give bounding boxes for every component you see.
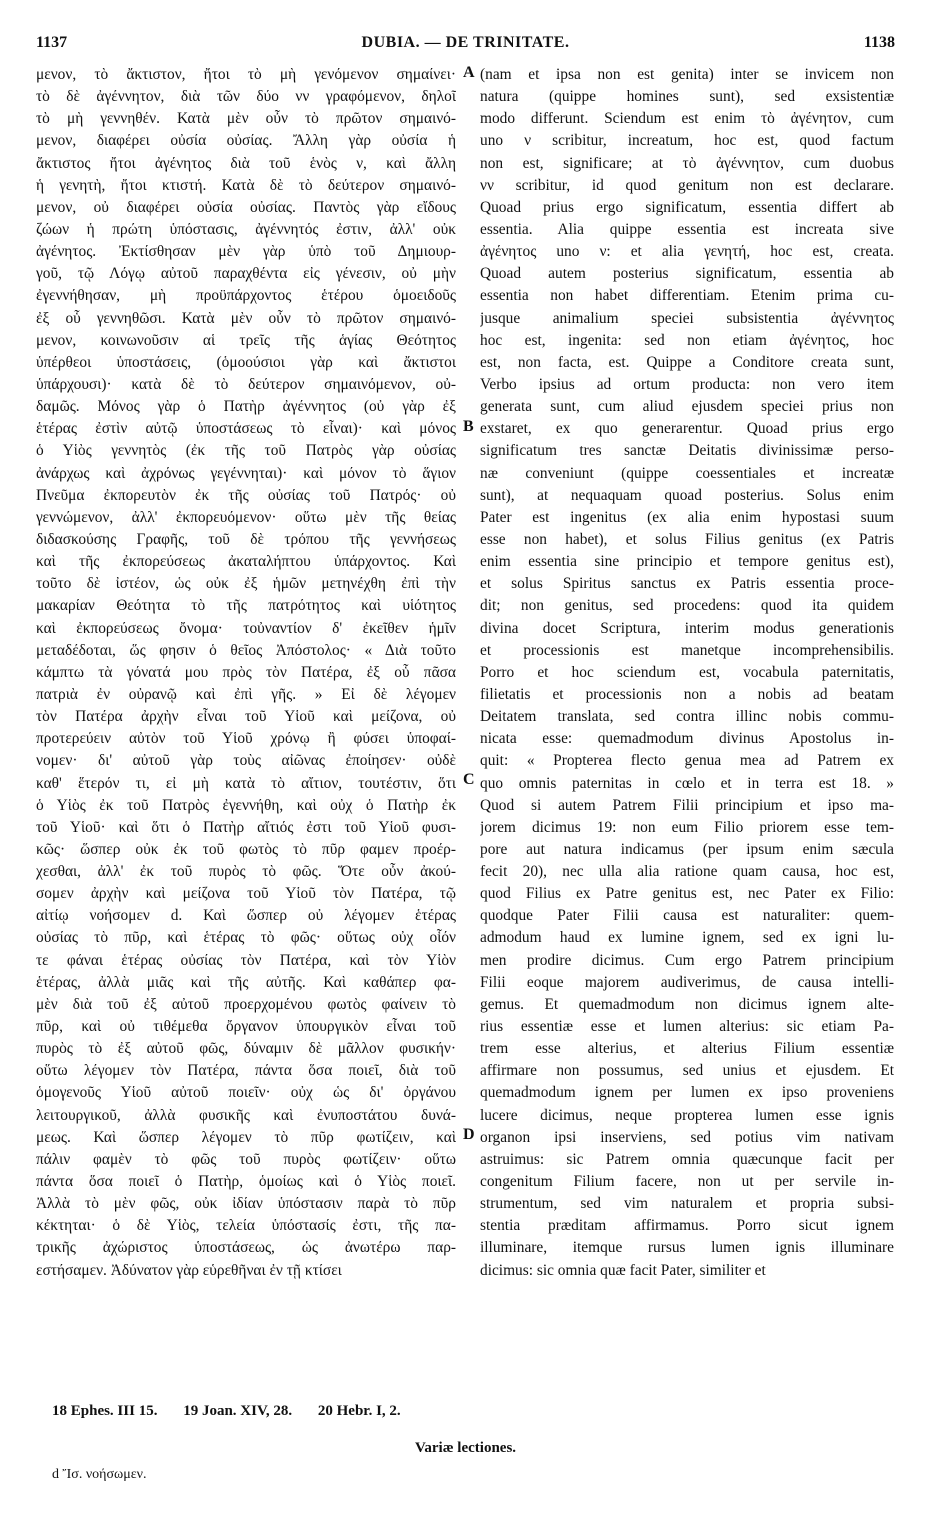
- latin-line: (nam et ipsa non est genita) inter se invicem non: [480, 66, 894, 83]
- greek-line: οὐσίας τὸ πῦρ, καὶ ἑτέρας τὸ φῶς· οὕτως οὐχ οἷόν: [36, 929, 456, 947]
- greek-line: δαμῶς. Μόνος γὰρ ὁ Πατὴρ ἀγέννητος (οὐ γὰρ ἐξ: [36, 398, 456, 416]
- greek-line: γεννώμενον, ἀλλ' ἐκπορευόμενον· οὕτω μὲν τῆς θείας: [36, 508, 456, 526]
- running-title: DUBIA. — DE TRINITATE.: [361, 34, 570, 51]
- greek-line: ἐξ οὗ γεννηθῶσι. Κατὰ μὲν οὖν τὸ πρῶτον σημαινό-: [36, 309, 456, 327]
- greek-line: τὸ δὲ ἀγέννητον, διὰ τῶν δύο νν γραφόμενον, δηλοῖ: [36, 88, 456, 106]
- greek-line: τοῦτο δὲ ἰστέον, ὡς οὐκ ἐξ ἡμῶν μετηνέχθη ἐπὶ τὴν: [36, 575, 456, 593]
- latin-line: trem esse alterius, et alterius Filium essentiæ: [480, 1040, 894, 1058]
- latin-line: uno ν scribitur, increatum, hoc est, quod factum: [480, 132, 894, 150]
- greek-line: ἄκτιστος ἤτοι ἀγένητος διὰ τοῦ ἑνὸς ν, καὶ ἄλλη: [36, 154, 456, 172]
- greek-line: τρικῆς ἀχώριστος ὑποστάσεως, ὡς ἀνωτέρω παρ-: [36, 1239, 456, 1257]
- latin-line: quemadmodum ignem per lumen ex ipso proveniens: [480, 1084, 894, 1102]
- greek-line: σομεν ἀρχὴν καὶ μείζονα τοῦ Υἱοῦ τὸν Πατέρα, τῷ: [36, 885, 456, 903]
- greek-line: πῦρ, καὶ οὐ τιθέμεθα ὄργανον ὑπουργικὸν εἶναι τοῦ: [36, 1018, 456, 1036]
- greek-line: αἰτίῳ νοήσομεν d. Καὶ ὥσπερ οὐ λέγομεν ἑτέρας: [36, 907, 456, 925]
- greek-line: μακαρίαν Θεότητα τὸ τῆς πατρότητος καὶ υἱότητος: [36, 597, 456, 615]
- latin-line: jorem dicimus 19: non eum Filio priorem esse tem-: [480, 818, 894, 836]
- greek-line: ἑτέρας, ἀλλὰ μιᾶς καὶ τῆς αὐτῆς. Καὶ καθάπερ φα-: [36, 973, 456, 991]
- greek-line: διδασκούσης Γραφῆς, τοῦ δὲ τρόπου τῆς γεννήσεως: [36, 530, 456, 548]
- greek-column: [36, 64, 456, 1282]
- latin-line: exstaret, ex quo generarentur. Quoad prius ergo: [480, 420, 894, 438]
- latin-line: Quoad prius ergo significatum, essentia differt ab: [480, 198, 894, 216]
- latin-line: gemus. Et quemadmodum non dicimus ignem alte-: [480, 995, 894, 1013]
- latin-line: ἀγένητος uno ν: et alia γενητή, hoc est, creata.: [480, 243, 894, 261]
- latin-line: affirmare non possumus, sed unius et ejusdem. Et: [480, 1062, 894, 1080]
- greek-line: μενον, οὐ διαφέρει οὐσία οὐσίας. Παντὸς γὰρ εἴδους: [36, 198, 456, 216]
- latin-line: pore aut natura indicamus (per ipsum enim sæcula: [480, 840, 894, 858]
- greek-line: κέκτηται· ὁ δὲ Υἱὸς, τελεία ὑπόστασίς ἐστι, τῆς πα-: [36, 1217, 456, 1235]
- section-marker-b: B: [463, 418, 474, 435]
- greek-line: λειτουργικοῦ, ἀλλὰ φυσικῆς καὶ ἐνυποστάτου δυνά-: [36, 1106, 456, 1124]
- latin-line: fecit 20), nec ulla alia ratione quam causa, hoc est,: [480, 863, 894, 881]
- footnote-19: 19 Joan. XIV, 28.: [183, 1403, 293, 1419]
- greek-line: πάντα ὅσα ποιεῖ ὁ Πατὴρ, ὁμοίως καὶ ὁ Υἱὸς ποιεῖ.: [36, 1173, 456, 1191]
- latin-line: essentia. Alia quippe essentia est increata sive: [480, 220, 894, 238]
- latin-line: est, non facta, est. Quippe a Conditore creata sunt,: [480, 353, 894, 371]
- latin-line: lucere dicimus, neque propterea lumen esse ignis: [480, 1106, 894, 1124]
- latin-line: et solus Spiritus sanctus ex Patris essentia proce-: [480, 575, 894, 593]
- latin-line: modo differunt. Sciendum est enim τὸ ἀγένητον, cum: [480, 110, 894, 128]
- greek-line: ὑπέρθεοι ὑποστάσεις, (ὁμοούσιοι γὰρ καὶ ἄκτιστοι: [36, 353, 456, 371]
- latin-column: [480, 64, 894, 1282]
- greek-line: ἀνάρχως καὶ ἀχρόνως γεγέννηται)· καὶ μόνον τὸ ἅγιον: [36, 464, 456, 482]
- latin-line: dicimus: sic omnia quæ facit Pater, similiter et: [480, 1261, 766, 1279]
- greek-line: ζώων ἡ πρώτη ὑπόστασις, ἀγέννητός ἐστιν, ἀλλ' οὐκ: [36, 220, 456, 238]
- latin-line: divina docet Scriptura, interim modus generationis: [480, 619, 894, 637]
- latin-line: illuminare, itemque rursus lumen ignis illuminare: [480, 1239, 894, 1257]
- latin-line: essentia non habet differentiam. Etenim prima cu-: [480, 287, 894, 305]
- latin-line: generata sunt, cum aliud ejusdem speciei prius non: [480, 398, 894, 416]
- greek-line: μενον, κοινωνοῦσιν αἱ τρεῖς τῆς ἁγίας Θεότητος: [36, 331, 456, 349]
- latin-line: νν scribitur, id quod genitum non est declarare.: [480, 176, 894, 194]
- latin-line: quo omnis paternitas in cœlo et in terra est 18. »: [480, 774, 894, 792]
- latin-line: natura (quippe homines sunt), sed exsistentiæ: [480, 88, 894, 106]
- greek-line: τὸ μὴ γεννηθέν. Κατὰ μὲν οὖν τὸ πρῶτον σημαινό-: [36, 110, 456, 128]
- greek-line: Πνεῦμα ἐκπορευτὸν ἐκ τῆς οὐσίας τοῦ Πατρός· οὐ: [36, 486, 456, 504]
- latin-line: astruimus: sic Patrem omnia quæcunque facit per: [480, 1150, 894, 1168]
- latin-line: filietatis et processionis non a nobis ad beatam: [480, 685, 894, 703]
- latin-line: Verbo ipsius ad ortum producta: non vero item: [480, 375, 894, 393]
- greek-line: ἡ γενητὴ, ἤτοι κτιστή. Κατὰ δὲ τὸ δεύτερον σημαινό-: [36, 176, 456, 194]
- greek-line: κάμπτω τὰ γόνατά μου πρὸς τὸν Πατέρα, ἐξ οὗ πᾶσα: [36, 663, 456, 681]
- latin-line: et processionis est manetque incomprehensibilis.: [480, 641, 894, 659]
- latin-line: admodum haud ex lumine ignem, sed ex igni lu-: [480, 929, 894, 947]
- greek-line: ὑπάρχουσι)· κατὰ δὲ τὸ δεύτερον σημαινόμενον, οὐ-: [36, 375, 456, 393]
- greek-line: Ἀλλὰ τὸ μὲν φῶς, οὐκ ἰδίαν ὑπόστασιν παρὰ τὸ πῦρ: [36, 1195, 456, 1213]
- greek-line: πυρὸς τὸ ἐξ αὐτοῦ φῶς, δύναμιν δὲ μᾶλλον φυσικήν·: [36, 1040, 456, 1058]
- footnotes: [52, 1403, 423, 1420]
- latin-line: nicata esse: quemadmodum divinus Apostolus in-: [480, 730, 894, 748]
- latin-line: Quoad autem posterius significatum, essentia ab: [480, 265, 894, 283]
- greek-line: ἀγένητος. Ἐκτίσθησαν μὲν γὰρ ὑπὸ τοῦ Δημιουρ-: [36, 243, 456, 261]
- latin-line: jusque animalium speciei subsistentia ἀγέννητος: [480, 309, 894, 327]
- latin-line: hoc est, ingenita: sed non etiam ἀγένητος, hoc: [480, 331, 894, 349]
- latin-line: enim essentia sine principio et tempore genitus est),: [480, 553, 894, 571]
- latin-line: esse non habet), et solus Filius genitus (ex Patris: [480, 530, 894, 548]
- greek-line: ἑτέρας ἐστὶν αὐτῷ ὑποστάσεως τὸ εἶναι)· καὶ μόνος: [36, 420, 456, 438]
- section-marker-a: A: [463, 64, 475, 81]
- greek-line: εστήσαμεν. Ἀδύνατον γὰρ εὑρεθῆναι ἐν τῇ κτίσει: [36, 1261, 342, 1279]
- greek-line: κῶς· ὥσπερ οὐκ ἐκ τοῦ φωτὸς τὸ πῦρ φαμεν προέρ-: [36, 840, 456, 858]
- greek-line: ὁ Υἱὸς ἐκ τοῦ Πατρὸς ἐγεννήθη, καὶ οὐχ ὁ Πατὴρ ἐκ: [36, 796, 456, 814]
- greek-line: ὁμογενοῦς Υἱοῦ αὐτοῦ ποιεῖν· οὐχ ὡς δι' ὀργάνου: [36, 1084, 456, 1102]
- greek-line: τὸν Πατέρα ἀρχὴν εἶναι τοῦ Υἱοῦ καὶ μείζονα, οὐ: [36, 708, 456, 726]
- latin-line: quod Filius ex Patre genitus est, nec Pater ex Filio:: [480, 885, 894, 903]
- greek-line: μὲν διὰ τοῦ ἐξ αὐτοῦ προερχομένου φωτὸς φαίνειν τὸ: [36, 995, 456, 1013]
- latin-line: organon ipsi inserviens, sed potius vim nativam: [480, 1128, 894, 1146]
- greek-line: μεταδέδοται, ὥς φησιν ὁ θεῖος Ἀπόστολος· « Διὰ τοῦτο: [36, 641, 456, 659]
- latin-line: quit: « Propterea flecto genua mea ad Patrem ex: [480, 752, 894, 770]
- latin-line: Quod si autem Patrem Filii principium et ipso ma-: [480, 796, 894, 814]
- greek-line: ἐγεννήθησαν, μὴ προϋπάρχοντος ἑτέρου ὁμοειδοῦς: [36, 287, 456, 305]
- greek-line: τε φάναι ἑτέρας οὐσίας τὸν Πατέρα, καὶ τὸν Υἱὸν: [36, 951, 456, 969]
- latin-line: Filii eoque majorem audiverimus, de causa intelli-: [480, 973, 894, 991]
- column-number-left: 1137: [36, 34, 68, 51]
- greek-line: καθ' ἕτερόν τι, εἰ μὴ κατὰ τὸ αἴτιον, τουτέστιν, ὅτι: [36, 774, 456, 792]
- latin-line: Deitatem translata, sed contra illinc nobis commu-: [480, 708, 894, 726]
- greek-line: νομεν· δι' αὐτοῦ γὰρ τοὺς αἰῶνας ἐποίησεν· οὐδὲ: [36, 752, 456, 770]
- latin-line: næ conveniunt (quippe coessentiales et increatæ: [480, 464, 894, 482]
- footnote-18: 18 Ephes. III 15.: [52, 1403, 158, 1419]
- latin-line: dit; non genitus, sed procedens: quod ita quidem: [480, 597, 894, 615]
- latin-line: stentia præditam affirmamus. Porro sicut ignem: [480, 1217, 894, 1235]
- greek-line: μενον, τὸ ἄκτιστον, ἤτοι τὸ μὴ γενόμενον σημαίνει·: [36, 66, 456, 83]
- latin-line: congenitum Filium facere, non ut per servile in-: [480, 1173, 894, 1191]
- latin-line: Pater est ingenitus (ex alia enim hypostasi suum: [480, 508, 894, 526]
- greek-line: μεως. Καὶ ὥσπερ λέγομεν τὸ πῦρ φωτίζειν, καὶ: [36, 1128, 456, 1146]
- latin-line: quodque Pater Filii causa est naturaliter: quem-: [480, 907, 894, 925]
- section-marker-c: C: [463, 771, 475, 788]
- greek-line: πάλιν φαμὲν τὸ φῶς τοῦ πυρὸς φωτίζειν· οὕτω: [36, 1150, 456, 1168]
- page-header: [36, 34, 895, 54]
- latin-line: Porro et hoc sciendum est, vocabula paternitatis,: [480, 663, 894, 681]
- variant-reading: d Ἴσ. νοήσωμεν.: [52, 1467, 147, 1482]
- latin-line: men prodire dicimus. Cum ergo Patrem principium: [480, 951, 894, 969]
- section-marker-d: D: [463, 1126, 475, 1143]
- greek-line: πατριὰ ἐν οὐρανῷ καὶ ἐπὶ γῆς. » Εἰ δὲ λέγομεν: [36, 685, 456, 703]
- greek-line: προτερεύειν αὐτὸν τοῦ Υἱοῦ χρόνῳ ἢ φύσει ὑποφαί-: [36, 730, 456, 748]
- greek-line: γοῦ, τῷ Λόγῳ αὐτοῦ παραχθέντα εἰς γένεσιν, οὐ μὴν: [36, 265, 456, 283]
- column-number-right: 1138: [863, 34, 895, 51]
- greek-line: τοῦ Υἱοῦ· καὶ ὅτι ὁ Πατὴρ αἴτιός ἐστι τοῦ Υἱοῦ φυσι-: [36, 818, 456, 836]
- footnote-20: 20 Hebr. I, 2.: [317, 1403, 401, 1419]
- latin-line: non est, significare; at τὸ ἀγέννητον, cum duobus: [480, 154, 894, 172]
- latin-line: sunt), at nequaquam quoad posterius. Solus enim: [480, 486, 894, 504]
- greek-line: μενον, διαφέρει οὐσία οὐσίας. Ἄλλη γὰρ οὐσία ἡ: [36, 132, 456, 150]
- greek-line: ὁ Υἱὸς γεννητὸς (ἐκ τῆς τοῦ Πατρὸς γὰρ οὐσίας: [36, 442, 456, 460]
- latin-line: strumentum, sed vim naturalem et propria subsi-: [480, 1195, 894, 1213]
- latin-line: rius essentiæ esse et lumen alterius: sic etiam Pa-: [480, 1018, 894, 1036]
- greek-line: οὕτω λέγομεν τὸν Πατέρα, πάντα ὅσα ποιεῖ, διὰ τοῦ: [36, 1062, 456, 1080]
- latin-line: significatum tres sanctæ Deitatis divinissimæ perso-: [480, 442, 894, 460]
- greek-line: χεσθαι, ἀλλ' ἐκ τοῦ πυρὸς τὸ φῶς. Ὅτε οὖν ἀκού-: [36, 863, 456, 881]
- variae-lectiones-heading: Variæ lectiones.: [414, 1440, 517, 1456]
- greek-line: καὶ τῆς ἐκπορεύσεως ἀκαταλήπτου ὑπάρχοντος. Καὶ: [36, 553, 456, 571]
- greek-line: καὶ ἐκπορεύσεως ὄνομα· τοὐναντίον δ' ἐκεῖθεν ἡμῖν: [36, 619, 456, 637]
